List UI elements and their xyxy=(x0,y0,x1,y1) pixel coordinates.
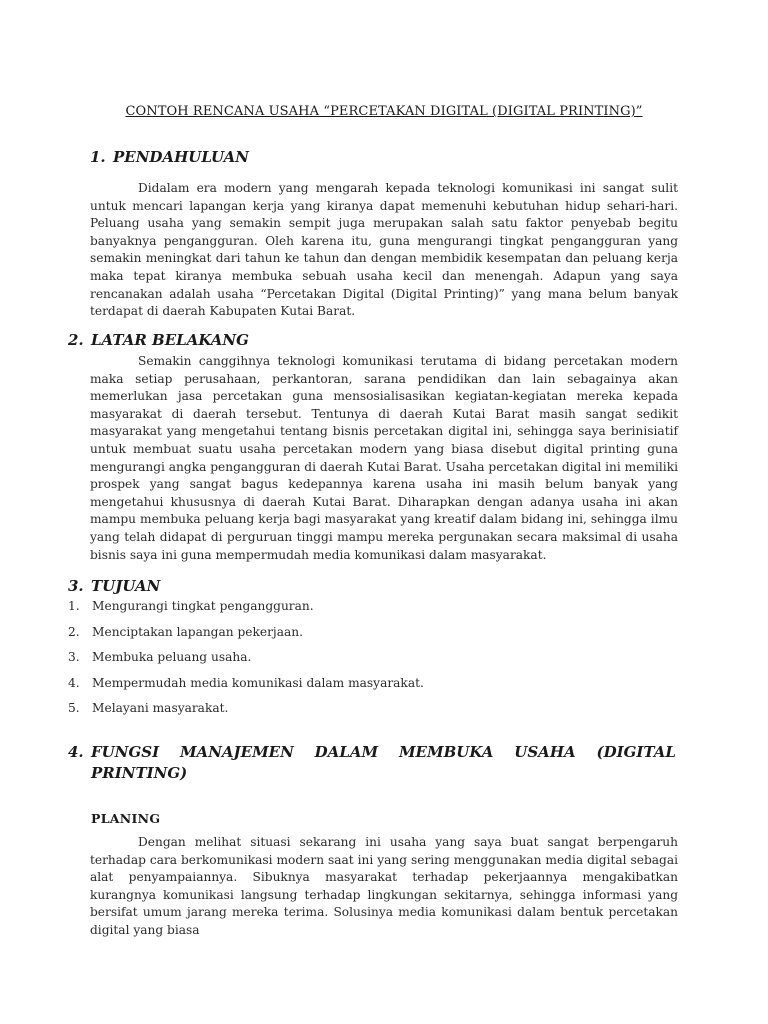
section-heading-pendahuluan xyxy=(90,148,249,166)
list-item: 5. Melayani masyarakat. xyxy=(68,701,229,715)
section-heading-fungsi-manajemen xyxy=(68,742,676,784)
tujuan-list xyxy=(68,598,424,726)
section-number: 1. xyxy=(90,148,106,166)
section-title-line-2: PRINTING) xyxy=(91,764,188,782)
paragraph-latar-belakang: Semakin canggihnya teknologi komunikasi terutama di bidang percetakan modern maka setiap perusahaan, perkantoran, sarana pendidikan dan lain sebagainya akan memerlukan jasa percetakan guna mensosialisasikan kegiatan-kegiatan mereka kepada masyarakat di daerah tersebut. Tentunya di daerah Kutai Barat masih sangat sedikit masyarakat yang mengetahui tentang bisnis percetakan digital ini, sehingga saya berinisiatif untuk membuat suatu usaha percetakan modern yang biasa disebut digital printing guna mengurangi angka pengangguran di daerah Kutai Barat. Usaha percetakan digital ini memiliki prospek yang sangat bagus kedepannya karena usaha ini masih belum banyak yang mengetahui khususnya di daerah Kutai Barat. Diharapkan dengan adanya usaha ini akan mampu membuka peluang kerja bagi masyarakat yang kreatif dalam bidang ini, sehingga ilmu yang telah didapat di perguruan tinggi mampu mereka pergunakan secara maksimal di usaha bisnis saya ini guna mempermudah media komunikasi dalam masyarakat. xyxy=(90,354,678,562)
section-number: 2. xyxy=(68,331,84,349)
section-number: 3. xyxy=(68,577,84,595)
section-title: TUJUAN xyxy=(91,577,161,595)
list-item: 3. Membuka peluang usaha. xyxy=(68,650,252,664)
section-title: PENDAHULUAN xyxy=(113,148,250,166)
section-heading-tujuan xyxy=(68,577,160,595)
document-title: CONTOH RENCANA USAHA “PERCETAKAN DIGITAL (DIGITAL PRINTING)” xyxy=(125,104,643,119)
subheading-planing: PLANING xyxy=(91,811,161,826)
list-item: 2. Menciptakan lapangan pekerjaan. xyxy=(68,624,303,639)
paragraph-pendahuluan: Didalam era modern yang mengarah kepada teknologi komunikasi ini sangat sulit untuk mencari lapangan kerja yang kiranya dapat memenuhi kebutuhan hidup sehari-hari. Peluang usaha yang semakin sempit juga merupakan salah satu faktor penyebab begitu banyaknya pengangguran. Oleh karena itu, guna mengurangi tingkat pengangguran yang semakin meningkat dari tahun ke tahun dan dengan membidik kesempatan dan peluang kerja maka tepat kiranya membuka sebuah usaha kecil dan menengah. Adapun yang saya rencanakan adalah usaha “Percetakan Digital (Digital Printing)” yang mana belum banyak terdapat di daerah Kabupaten Kutai Barat. xyxy=(90,181,678,319)
section-heading-latar-belakang xyxy=(68,331,249,349)
list-item: 4. Mempermudah media komunikasi dalam masyarakat. xyxy=(68,675,424,690)
section-title-line-1: FUNGSI MANAJEMEN DALAM MEMBUKA USAHA (DIGITAL xyxy=(91,743,676,761)
section-number: 4. xyxy=(68,743,84,761)
section-title: LATAR BELAKANG xyxy=(91,331,249,349)
paragraph-planing: Dengan melihat situasi sekarang ini usaha yang saya buat sangat berpengaruh terhadap cara berkomunikasi modern saat ini yang sering menggunakan media digital sebagai alat penyampaiannya. Sibuknya masyarakat terhadap pekerjaannya mengakibatkan kurangnya komunikasi langsung terhadap lingkungan sekitarnya, sehingga informasi yang bersifat umum jarang mereka terima. Solusinya media komunikasi dalam bentuk percetakan digital yang biasa xyxy=(90,835,678,937)
list-item: 1. Mengurangi tingkat pengangguran. xyxy=(68,599,314,613)
